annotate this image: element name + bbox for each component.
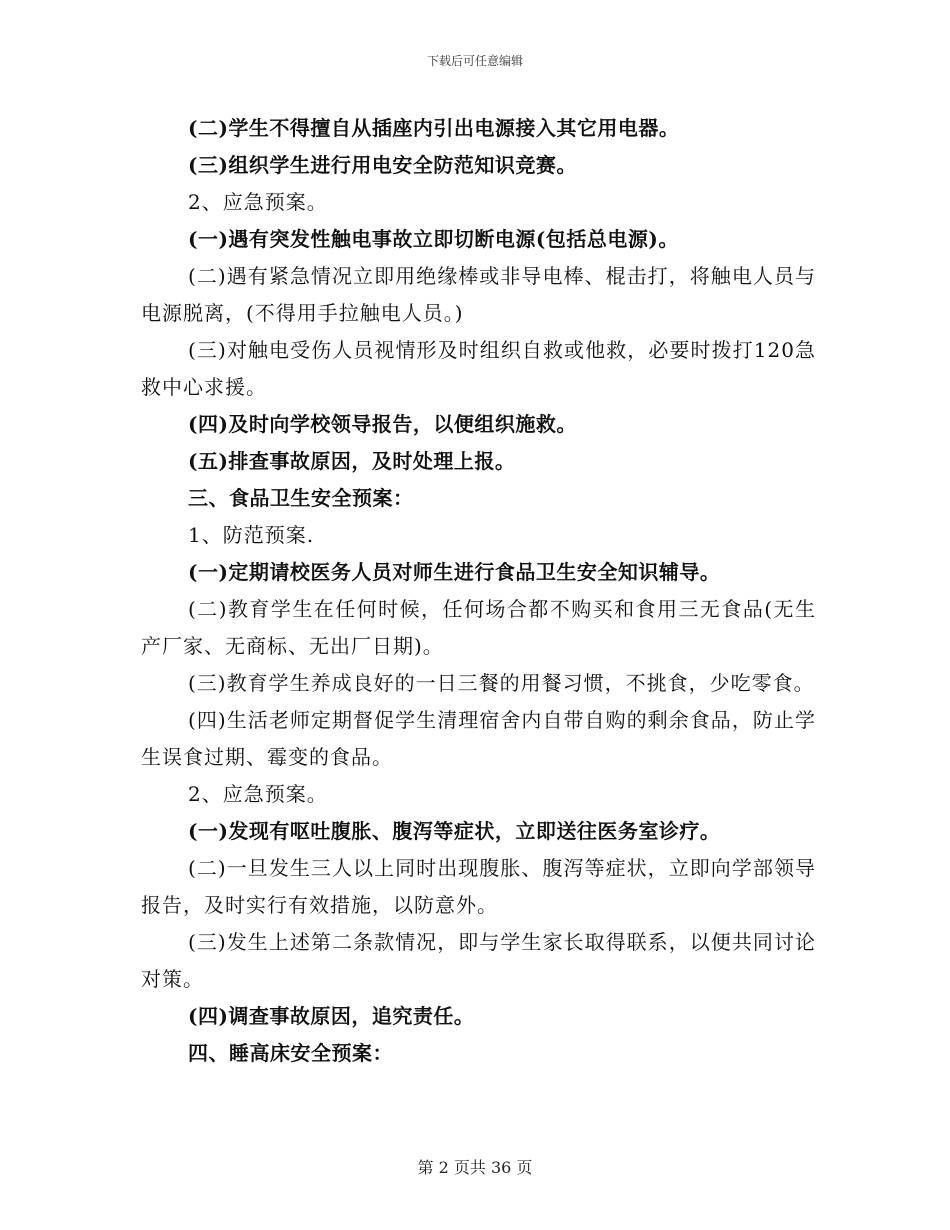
- paragraph: 2、应急预案。: [188, 190, 328, 214]
- paragraph: 2、应急预案。: [188, 782, 328, 806]
- section-heading: 四、睡高床安全预案：: [188, 1041, 393, 1065]
- paragraph: (三)组织学生进行用电安全防范知识竞赛。: [188, 153, 577, 177]
- page-header: 下载后可任意编辑: [426, 54, 523, 68]
- paragraph: (二)遇有紧急情况立即用绝缘棒或非导电棒、棍击打，将触电人员与电源脱离，(不得用手拉触电人员。): [141, 264, 816, 325]
- paragraph: (二)学生不得擅自从插座内引出电源接入其它用电器。: [188, 116, 680, 140]
- paragraph: (四)及时向学校领导报告，以便组织施救。: [188, 412, 577, 436]
- paragraph: 1、防范预案.: [188, 523, 315, 547]
- paragraph: (四)调查事故原因，追究责任。: [188, 1004, 475, 1028]
- section-heading: 三、食品卫生安全预案：: [188, 486, 414, 510]
- paragraph: (二)教育学生在任何时候，任何场合都不购买和食用三无食品(无生产厂家、无商标、无出厂日期)。: [141, 597, 816, 658]
- paragraph: (一)发现有呕吐腹胀、腹泻等症状，立即送往医务室诊疗。: [188, 819, 721, 843]
- paragraph: (三)对触电受伤人员视情形及时组织自救或他救，必要时拨打120急救中心求援。: [141, 338, 816, 399]
- paragraph: (三)教育学生养成良好的一日三餐的用餐习惯，不挑食，少吃零食。: [188, 671, 815, 695]
- paragraph: (一)遇有突发性触电事故立即切断电源(包括总电源)。: [188, 227, 679, 251]
- paragraph: (三)发生上述第二条款情况，即与学生家长取得联系，以便共同讨论对策。: [141, 930, 816, 991]
- paragraph: (四)生活老师定期督促学生清理宿舍内自带自购的剩余食品，防止学生误食过期、霉变的食品。: [141, 708, 816, 769]
- document-body: [141, 110, 816, 1072]
- paragraph: (一)定期请校医务人员对师生进行食品卫生安全知识辅导。: [188, 560, 721, 584]
- page-footer: 第 2 页共 36 页: [417, 1158, 533, 1177]
- paragraph: (五)排查事故原因，及时处理上报。: [188, 449, 516, 473]
- paragraph: (二)一旦发生三人以上同时出现腹胀、腹泻等症状，立即向学部领导报告，及时实行有效措施，以防意外。: [141, 856, 816, 917]
